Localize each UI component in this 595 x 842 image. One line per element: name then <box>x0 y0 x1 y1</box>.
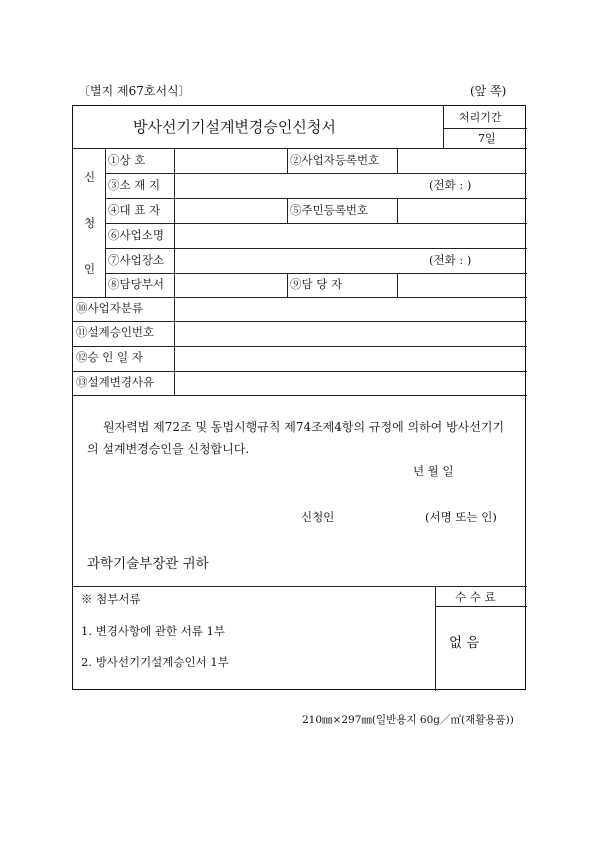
attachments-title: ※ 첨부서류 <box>81 592 141 606</box>
applicant-label: 신청인 <box>301 510 335 524</box>
processing-period-label: 처리기간 <box>459 111 502 124</box>
label-business-class: ⑩사업자분류 <box>76 301 144 315</box>
label-approval-date: ⑫승 인 일 자 <box>76 350 143 364</box>
label-department: ⑧담당부서 <box>108 277 164 291</box>
label-business-location: ⑦사업장소 <box>108 253 164 267</box>
form-number: 〔별지 제67호서식〕 <box>78 84 191 98</box>
label-change-reason: ⑬설계변경사유 <box>76 375 155 389</box>
label-trade-name: ①상 호 <box>108 153 146 167</box>
paper-spec-footer: 210㎜×297㎜(일반용지 60g／㎡(재활용품)) <box>302 714 514 726</box>
phone-label-2: (전화 : ) <box>429 253 472 267</box>
form-title: 방사선기기설계변경승인신청서 <box>133 118 336 136</box>
label-address: ③소 재 지 <box>108 178 161 192</box>
applicant-section-char-3: 인 <box>84 262 96 276</box>
phone-label-1: (전화 : ) <box>429 178 472 192</box>
label-business-name: ⑥사업소명 <box>108 228 164 242</box>
attachment-item: 1. 변경사항에 관한 서류 1부 <box>81 624 225 638</box>
label-resident-reg-no: ⑤주민등록번호 <box>290 203 369 217</box>
label-business-reg-no: ②사업자등록번호 <box>290 153 380 167</box>
label-contact-person: ⑨담 당 자 <box>290 277 343 291</box>
application-form <box>72 105 526 690</box>
statement-text: 원자력법 제72조 및 동법시행규칙 제74조제4항의 규정에 의하여 방사선기기의 설계변경승인을 신청합니다. <box>87 420 505 456</box>
applicant-section-char-2: 청 <box>84 216 96 230</box>
page-side-label: (앞 쪽) <box>470 84 507 98</box>
label-representative: ④대 표 자 <box>108 203 161 217</box>
fee-label: 수 수 료 <box>455 590 496 604</box>
addressee: 과학기술부장관 귀하 <box>87 556 209 572</box>
processing-period-value: 7일 <box>478 132 496 145</box>
signature-label: (서명 또는 인) <box>425 510 497 524</box>
date-line: 년 월 일 <box>413 464 454 478</box>
label-design-approval-no: ⑪설계승인번호 <box>76 325 155 339</box>
applicant-section-char-1: 신 <box>84 170 96 184</box>
fee-value: 없 음 <box>449 635 480 651</box>
attachment-item: 2. 방사선기기설계승인서 1부 <box>81 655 229 669</box>
